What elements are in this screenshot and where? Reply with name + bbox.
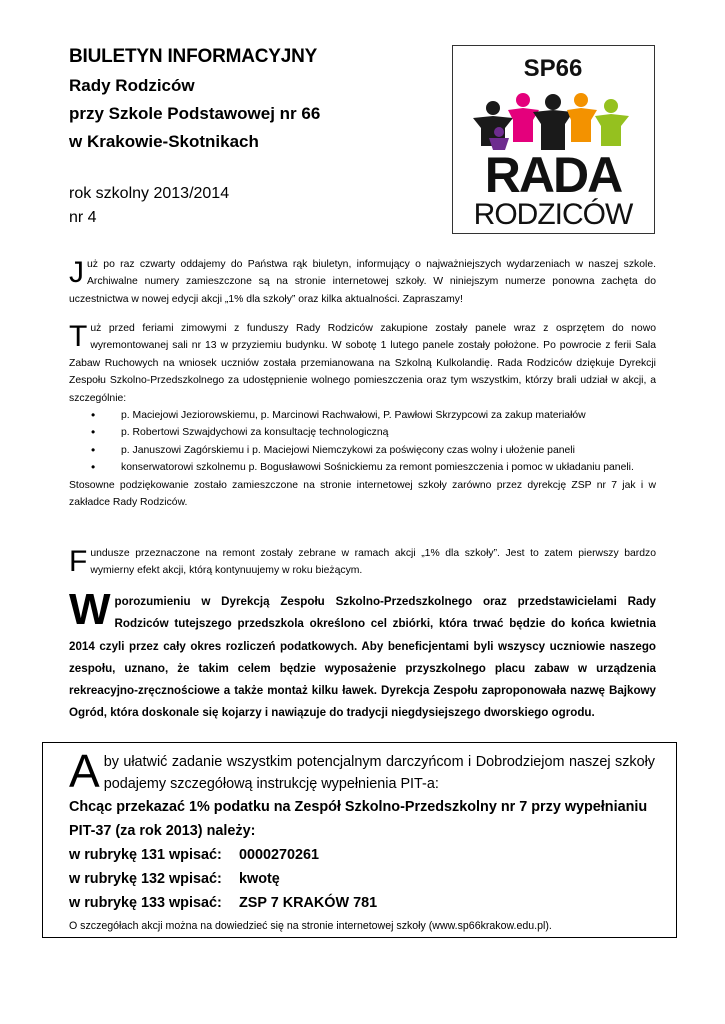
pit-row-value: 0000270261 [239,847,320,863]
dropcap-w: W [69,585,111,634]
logo-figures [473,93,629,150]
list-item: • p. Januszowi Zagórskiemu i p. Maciejowi Niemczykowi za poświęcony czas wolny i ułożenie paneli [121,442,656,459]
logo-rada-text: RADA [484,147,622,203]
dropcap-t: T [69,320,88,353]
list-item: • p. Maciejowi Jeziorowskiemu, p. Marcinowi Rachwałowi, P. Pawłowi Skrzypcowi za zakup materiałów [121,407,656,424]
header-block [69,42,439,230]
paragraph-funds [69,545,656,580]
header-line-city: w Krakowie-Skotnikach [69,132,259,151]
paragraph-funds-text: undusze przeznaczone na remont zostały zebrane w ramach akcji „1% dla szkoły”. Jest to zatem pierwszy bardzo wymierny efekt akcji, którą kontynuujemy w roku bieżącym. [90,548,656,577]
issue-number: nr 4 [69,209,97,226]
school-year: rok szkolny 2013/2014 [69,185,230,202]
paragraph-agreement [69,585,656,725]
dropcap-j: J [69,256,84,289]
thanks-list [69,407,656,477]
paragraph-panels-text: uż przed feriami zimowymi z funduszy Rady Rodziców zakupione zostały panele wraz z osprzętem do nowo wyremontowanej sali nr 13 w przyziemiu budynku. W sobotę 1 lutego panele zostały położone. Po powrocie z ferii Sala Zabaw Ruchowych na wniosek uczniów została przemianowana na Szkolną Kulkolandię. Rada Rodziców dziękuje Dyrekcji Zespołu Szkolno-Przedszkolnego za udostępnienie wolnego pomieszczenia oraz tym wszystkim, którzy brali udział w akcji, a szczególnie: [69,323,656,404]
pit-row-value: ZSP 7 KRAKÓW 781 [239,895,378,911]
pit-row-label: w rubrykę 133 wpisać: [69,895,222,911]
box-intro [69,745,655,797]
dropcap-f: F [69,545,88,578]
paragraph-intro [69,256,656,308]
pit-row-value: kwotę [239,871,280,887]
header-line-school: przy Szkole Podstawowej nr 66 [69,104,321,123]
rada-rodzicow-logo [452,45,655,234]
header-line-council: Rady Rodziców [69,76,195,95]
box-note: O szczegółach akcji można na dowiedzieć się na stronie internetowej szkoły (www.sp66krakow.edu.pl). [69,920,552,932]
box-intro-text: by ułatwić zadanie wszystkim potencjalnym darczyńcom i Dobrodziejom naszej szkoły podajemy szczegółową instrukcję wypełnienia PIT-a: [103,754,655,792]
logo-sp66-text: SP66 [523,55,583,82]
bulletin-title: BIULETYN INFORMACYJNY [69,46,318,67]
list-item: • p. Robertowi Szwajdychowi za konsultację technologiczną [121,424,656,441]
logo-rodzicow-text: RODZICÓW [473,198,633,231]
pit-instruction-box [42,742,677,938]
paragraph-agreement-text: porozumieniu w Dyrekcją Zespołu Szkolno-Przedszkolnego oraz przedstawicielami Rady Rodziców tutejszego przedszkola określono cel zbiórki, która trwać będzie do końca kwietnia 2014 czyli przez cały okres rozliczeń podatkowych. Aby beneficjentami byli wszyscy uczniowie naszego zespołu, uznano, że takim celem będzie wyposażenie przyszkolnego placu zabaw w urządzenia rekreacyjno-zręcznościowe a także montaż kilku ławek. Dyrekcja Zespołu zaproponowała nazwę Bajkowy Ogród, która doskonale się kojarzy i nawiązuje do tradycji niegdysiejszego dworskiego ogrodu. [69,595,656,720]
pit-row-label: w rubrykę 131 wpisać: [69,847,222,863]
pit-row-label: w rubrykę 132 wpisać: [69,871,222,887]
pit-row [69,843,655,867]
list-item: • konserwatorowi szkolnemu p. Bogusławowi Sośnickiemu za remont pomieszczenia i pomoc w układaniu paneli. [121,459,656,476]
paragraph-panels-closing: Stosowne podziękowanie zostało zamieszczone na stronie internetowej szkoły zarówno przez dyrekcję ZSP nr 7 jak i w zakładce Rady Rodziców. [69,479,656,509]
paragraph-panels [69,320,656,511]
dropcap-a: A [69,745,100,797]
pit-row [69,891,655,915]
paragraph-intro-text: uż po raz czwarty oddajemy do Państwa rąk biuletyn, informujący o najważniejszych wydarzeniach w naszej szkole. Archiwalne numery zamieszczone są na stronie internetowej szkoły. W niniejszym numerze ponowna zachęta do uczestnictwa w nowej edycji akcji „1% dla szkoły” oraz kilka aktualności. Zapraszamy! [69,259,656,305]
pit-row [69,867,655,891]
box-headline: Chcąc przekazać 1% podatku na Zespół Szkolno-Przedszkolny nr 7 przy wypełnianiu PIT-37 (za rok 2013) należy: [69,799,648,839]
